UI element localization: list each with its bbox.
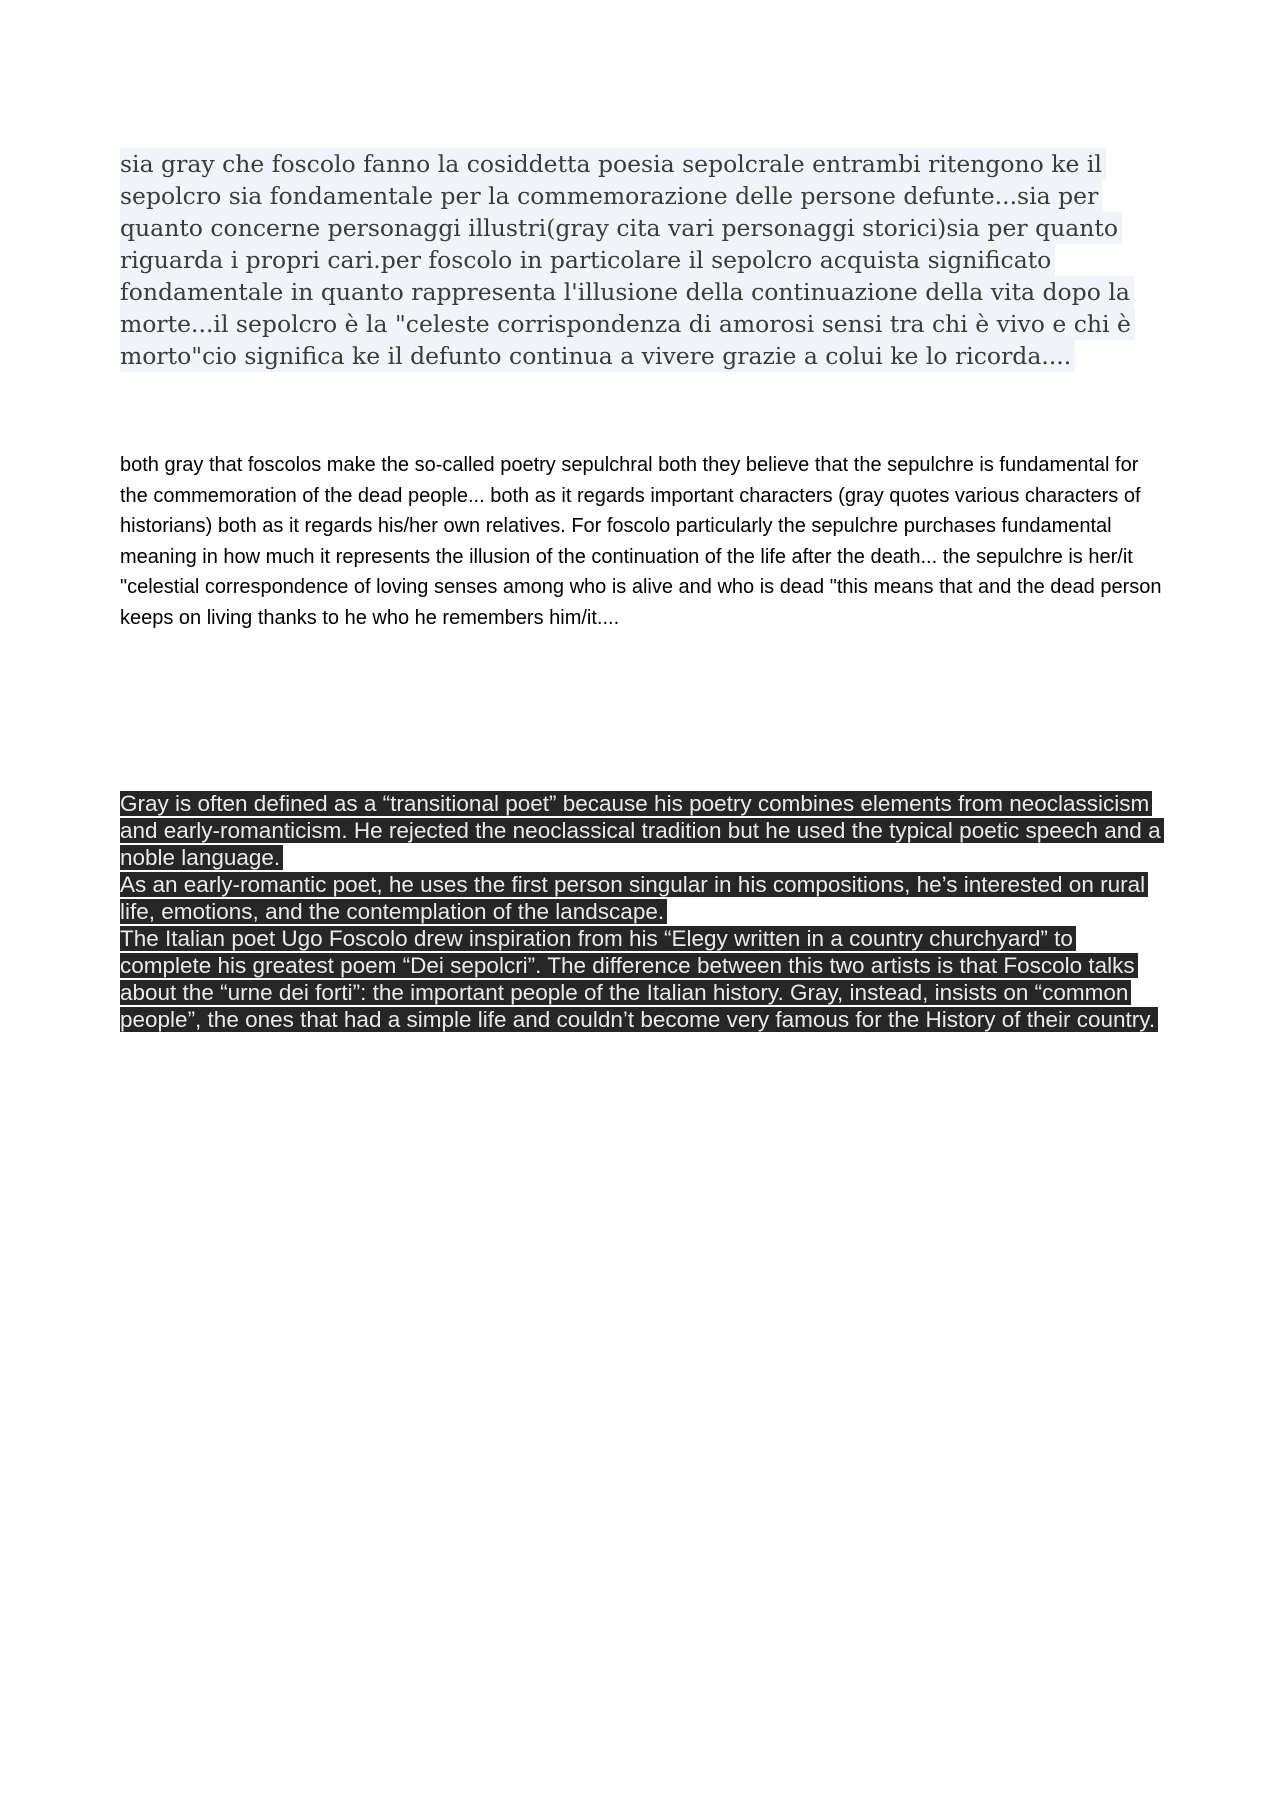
highlighted-paragraph-2-text: As an early-romantic poet, he uses the first person singular in his compositions, he’s interested on rural life, emotions, and the contemplation of the landscape. (120, 872, 1148, 924)
italian-paragraph-text: sia gray che foscolo fanno la cosiddetta poesia sepolcrale entrambi ritengono ke il sepolcro sia fondamentale per la commemorazione delle persone defunte...sia per quanto concerne personaggi illustri(gray cita vari personaggi storici)sia per quanto riguarda i propri cari.per foscolo in particolare il sepolcro acquista significato fondamentale in quanto rappresenta l'illusione della continuazione della vita dopo la morte...il sepolcro è la "celeste corrispondenza di amorosi sensi tra chi è vivo e chi è morto"cio significa ke il defunto continua a vivere grazie a colui ke lo ricorda.... (120, 148, 1135, 372)
highlighted-paragraph-3-text: The Italian poet Ugo Foscolo drew inspiration from his “Elegy written in a country churchyard” to complete his greatest poem “Dei sepolcri”. The difference between this two artists is that Foscolo talks about the “urne dei forti”: the important people of the Italian history. Gray, instead, insists on “common people”, the ones that had a simple life and couldn’t become very famous for the History of their country. (120, 926, 1158, 1032)
highlighted-paragraph-2 (120, 871, 1165, 925)
english-paragraph-block (120, 450, 1165, 633)
highlighted-paragraph-1 (120, 790, 1165, 871)
highlighted-paragraph-1-text: Gray is often defined as a “transitional poet” because his poetry combines elements from neoclassicism and early-romanticism. He rejected the neoclassical tradition but he used the typical poetic speech and a noble language. (120, 791, 1164, 870)
highlighted-paragraph-3 (120, 925, 1165, 1033)
highlighted-text-block (120, 790, 1165, 1033)
italian-paragraph (120, 148, 1165, 372)
italian-paragraph-block (120, 148, 1165, 372)
english-paragraph: both gray that foscolos make the so-called poetry sepulchral both they believe that the sepulchre is fundamental for the commemoration of the dead people... both as it regards important characters (gray quotes various characters of historians) both as it regards his/her own relatives. For foscolo particularly the sepulchre purchases fundamental meaning in how much it represents the illusion of the continuation of the life after the death... the sepulchre is her/it "celestial correspondence of loving senses among who is alive and who is dead "this means that and the dead person keeps on living thanks to he who he remembers him/it.... (120, 454, 1162, 629)
